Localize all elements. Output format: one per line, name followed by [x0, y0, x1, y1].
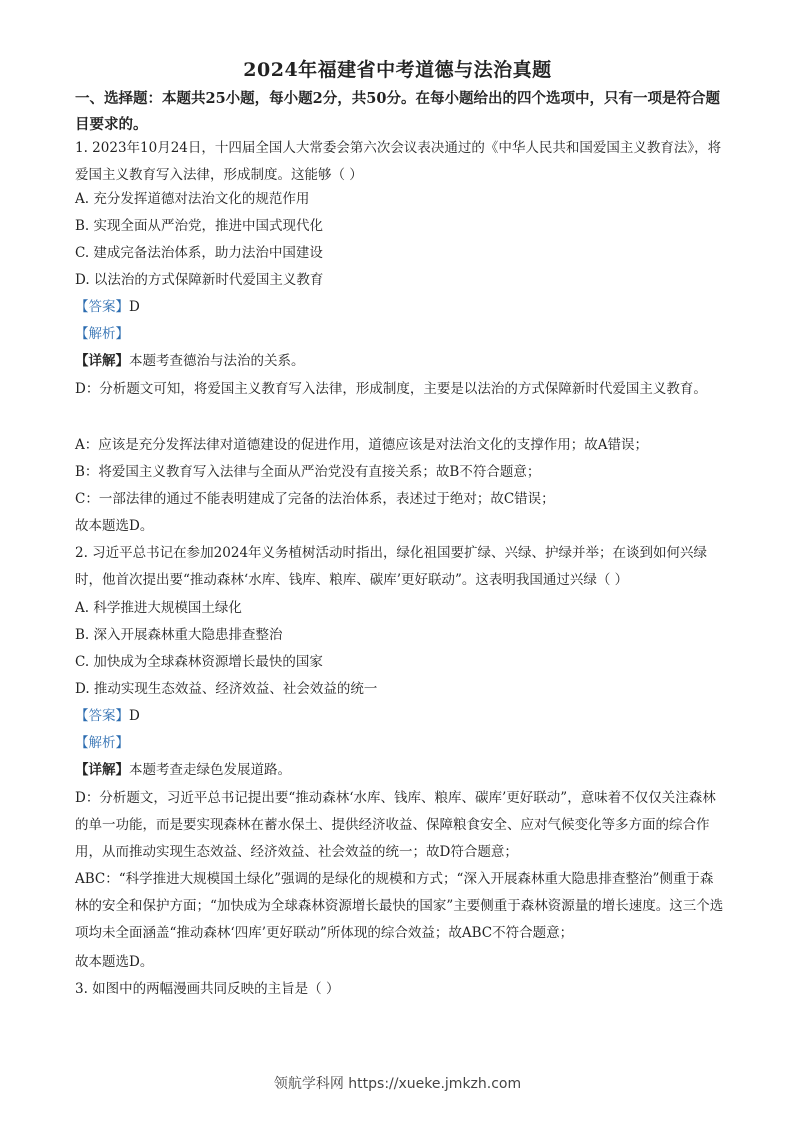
q2-option-d: D. 推动实现生态效益、经济效益、社会效益的统一: [75, 681, 378, 697]
q1-explanation-a: A：应该是充分发挥法律对道德建设的促进作用，道德应该是对法治文化的支撑作用；故A错误；: [75, 437, 648, 453]
q2-detail: [75, 761, 725, 779]
answer-value: D: [129, 299, 140, 315]
q1-option-a: A. 充分发挥道德对法治文化的规范作用: [75, 191, 310, 207]
q2-option-b: B. 深入开展森林重大隐患排查整治: [75, 627, 283, 643]
detail-intro: 本题考查走绿色发展道路。: [129, 762, 291, 778]
q1-option-d: D. 以法治的方式保障新时代爱国主义教育: [75, 272, 324, 288]
q1-conclusion: 故本题选D。: [75, 518, 154, 534]
q1-option-c: C. 建成完备法治体系，助力法治中国建设: [75, 245, 323, 261]
q1-stem: 1. 2023年10月24日，十四届全国人大常委会第六次会议表决通过的《中华人民共和国爱国主义教育法》，将爱国主义教育写入法律，形成制度。这能够（ ）: [75, 140, 722, 183]
analysis-tag: 【解析】: [75, 326, 129, 342]
analysis-tag: 【解析】: [75, 735, 129, 751]
q1-option-b: B. 实现全面从严治党，推进中国式现代化: [75, 218, 324, 234]
q2-explanation-d: D：分析题文，习近平总书记提出要“推动森林‘水库、钱库、粮库、碳库’更好联动”，意味着不仅仅关注森林的单一功能，而是要实现森林在蓄水保土、提供经济收益、保障粮食安全、应对气候变化等多方面的综合作用，从而推动实现生态效益、经济效益、社会效益的统一；故D符合题意；: [75, 790, 716, 860]
q1-explanation-c: C：一部法律的通过不能表明建成了完备的法治体系，表述过于绝对；故C错误；: [75, 491, 555, 507]
q1-detail: [75, 352, 725, 370]
answer-value: D: [129, 708, 140, 724]
q2-stem: 2. 习近平总书记在参加2024年义务植树活动时指出，绿化祖国要扩绿、兴绿、护绿并举；在谈到如何兴绿时，他首次提出要“推动森林‘水库、钱库、粮库、碳库’更好联动”。这表明我国通过兴绿（ ）: [75, 545, 708, 588]
q2-conclusion: 故本题选D。: [75, 954, 154, 970]
detail-intro: 本题考查德治与法治的关系。: [129, 353, 305, 369]
q1-analysis-tag: [75, 325, 725, 343]
q2-explanation-abc: ABC：“科学推进大规模国土绿化”强调的是绿化的规模和方式；“深入开展森林重大隐患排查整治”侧重于森林的安全和保护方面；“加快成为全球森林资源增长最快的国家”主要侧重于森林资源量的增长速度。这三个选项均未全面涵盖“推动森林‘四库’更好联动”所体现的综合效益；故ABC不符合题意；: [75, 871, 724, 941]
section-heading: 一、选择题：本题共25小题，每小题2分，共50分。在每小题给出的四个选项中，只有一项是符合题目要求的。: [75, 90, 720, 133]
answer-tag: 【答案】: [75, 708, 129, 724]
q3-stem: 3. 如图中的两幅漫画共同反映的主旨是（ ）: [75, 981, 340, 997]
q2-option-a: A. 科学推进大规模国土绿化: [75, 600, 242, 616]
q1-answer: [75, 298, 725, 316]
footer-source: 领航学科网 https://xueke.jmkzh.com: [273, 1076, 522, 1092]
page-title: 2024年福建省中考道德与法治真题: [243, 59, 552, 81]
q1-explanation-b: B：将爱国主义教育写入法律与全面从严治党没有直接关系；故B不符合题意；: [75, 464, 541, 480]
q2-analysis-tag: [75, 734, 725, 752]
q1-explanation-d: D：分析题文可知，将爱国主义教育写入法律，形成制度，主要是以法治的方式保障新时代爱国主义教育。: [75, 381, 707, 397]
detail-tag: 【详解】: [75, 762, 129, 778]
q2-answer: [75, 707, 725, 725]
q2-option-c: C. 加快成为全球森林资源增长最快的国家: [75, 654, 323, 670]
answer-tag: 【答案】: [75, 299, 129, 315]
detail-tag: 【详解】: [75, 353, 129, 369]
